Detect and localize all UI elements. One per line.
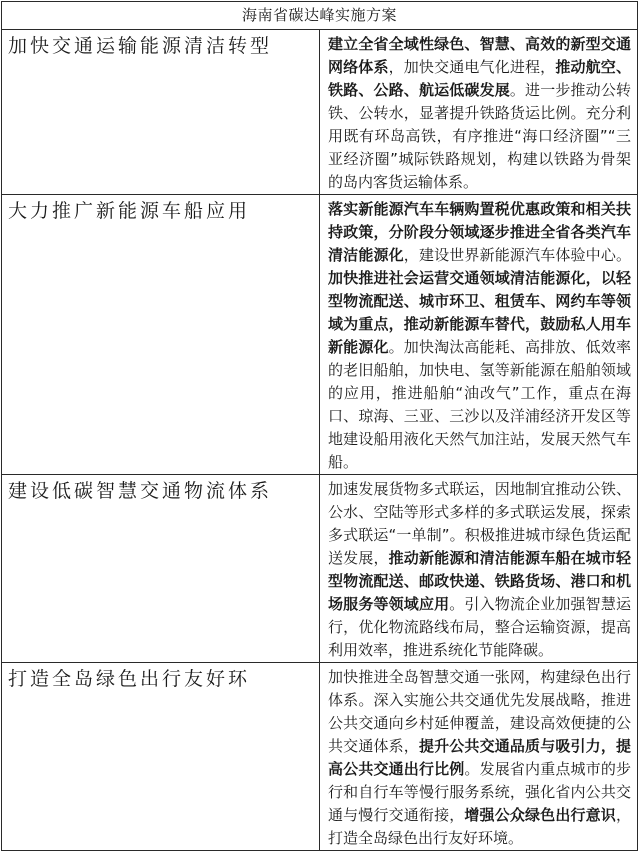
plain-text: ，打造全岛绿色出行友好环境。 [328, 806, 631, 847]
category-cell: 打造全岛绿色出行友好环 [2, 663, 320, 851]
plain-text: ，加快交通电气化进程， [388, 58, 556, 76]
emphasis-text: 增强公众绿色出行意识 [464, 806, 616, 824]
table-title: 海南省碳达峰实施方案 [2, 2, 638, 30]
plan-table [1, 1, 638, 851]
plain-text: 。进一步推动公转铁、公转水，显著提升铁路货运比例。充分利用既有环岛高铁，有序推进“海口经济圈”“三亚经济圈”城际铁路规划，构建以铁路为骨架的岛内客货运输体系。 [328, 81, 631, 191]
table-row [2, 475, 638, 663]
plain-text: 。引入物流企业加强智慧运行，优化物流路线布局，整合运输资源，提高利用效率，推进系统化节能降碳。 [328, 595, 631, 659]
category-cell: 建设低碳智慧交通物流体系 [2, 475, 320, 663]
emphasis-text: 加快推进社会运营交通领域清洁能源化，以轻型物流配送、城市环卫、租赁车、网约车等领域为重点，推动新能源车替代，鼓励私人用车新能源化 [328, 269, 631, 356]
emphasis-text: 落实新能源汽车车辆购置税优惠政策和相关扶持政策，分阶段分领域逐步推进全省各类汽车清洁能源化 [328, 200, 631, 264]
plain-text: 加速发展货物多式联运，因地制宜推动公铁、公水、空陆等形式多样的多式联运发展，探索多式联运“一单制”。积极推进城市绿色货运配送发展， [328, 480, 631, 567]
plain-text: ，建设世界新能源汽车体验中心。 [403, 246, 631, 264]
plain-text: 。加快淘汰高能耗、高排放、低效率的老旧船舶，加快电、氢等新能源在船舶领域的应用，推进船舶“油改气”工作，重点在海口、琼海、三亚、三沙以及洋浦经济开发区等地建设船用液化天然气加注站，发展天然气车船。 [328, 338, 631, 471]
category-cell: 大力推广新能源车船应用 [2, 195, 320, 475]
plain-text: 。发展省内重点城市的步行和自行车等慢行服务系统，强化省内公共交通与慢行交通衔接， [328, 760, 631, 824]
title-row [2, 2, 638, 30]
emphasis-text: 提升公共交通品质与吸引力，提高公共交通出行比例 [328, 737, 631, 778]
table-row [2, 663, 638, 851]
content-cell [320, 30, 638, 195]
table-row [2, 30, 638, 195]
emphasis-text: 推动新能源和清洁能源车船在城市轻型物流配送、邮政快递、铁路货场、港口和机场服务等领域应用 [328, 549, 631, 613]
emphasis-text: 建立全省全域性绿色、智慧、高效的新型交通网络体系 [328, 35, 631, 76]
plain-text: 加快推进全岛智慧交通一张网，构建绿色出行体系。深入实施公共交通优先发展战略，推进公共交通向乡村延伸覆盖，建设高效便捷的公共交通体系， [328, 668, 631, 755]
category-cell: 加快交通运输能源清洁转型 [2, 30, 320, 195]
content-cell [320, 195, 638, 475]
table-row [2, 195, 638, 475]
emphasis-text: 推动航空、铁路、公路、航运低碳发展 [328, 58, 631, 99]
content-cell [320, 475, 638, 663]
content-cell [320, 663, 638, 851]
